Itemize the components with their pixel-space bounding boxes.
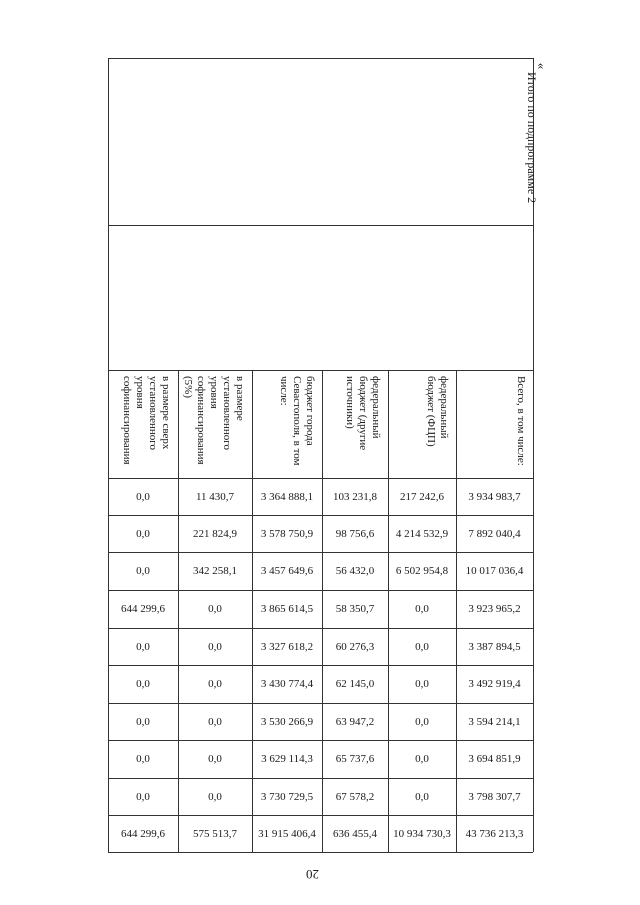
table-cell-value: 65 737,6 [335,753,375,765]
table-cell [178,478,252,515]
table-cell [322,590,388,628]
column-header: Всего, в том числе: [515,376,527,466]
table-cell [178,815,252,852]
table-cell-value: 6 502 954,8 [395,565,449,577]
table-cell-value: 3 629 114,3 [261,753,313,765]
table-cell [322,665,388,703]
table-cell-value: 3 578 750,9 [260,527,314,540]
subprogram-title: Итого по подпрограмме 2 [525,72,539,204]
table-hline-13 [108,852,533,853]
table-cell-value: 0,0 [208,790,222,803]
table-cell [108,815,178,852]
table-cell-value: 0,0 [136,490,150,503]
table-cell-value: 3 327 618,2 [260,640,314,653]
table-cell-value: 0,0 [415,715,429,728]
table-cell-value: 3 530 266,9 [260,715,314,728]
table-cell-value: 3 934 983,7 [468,490,521,503]
table-cell [388,590,456,628]
table-cell-value: 0,0 [136,640,150,653]
table-cell-value: 98 756,6 [335,527,375,540]
table-cell [252,478,322,515]
table-cell-value: 0,0 [415,603,429,615]
table-cell [388,628,456,665]
table-cell [456,478,533,515]
table-cell-value: 0,0 [208,678,222,690]
table-cell [252,590,322,628]
table-cell-value: 575 513,7 [193,827,237,840]
table-cell-value: 644 299,6 [121,827,165,840]
table-cell-value: 3 594 214,1 [468,715,521,728]
table-cell-value: 0,0 [136,753,150,765]
table-cell-value: 3 694 851,9 [468,753,521,765]
table-cell [456,815,533,852]
table-cell-value: 0,0 [208,715,222,728]
table-cell-value: 56 432,0 [335,565,375,577]
table-cell [108,740,178,778]
table-cell-value: 0,0 [415,678,429,690]
table-cell-value: 63 947,2 [335,715,375,728]
table-cell [456,552,533,590]
table-cell [108,628,178,665]
table-cell-value: 3 923 965,2 [468,603,521,615]
table-cell-value: 221 824,9 [193,527,237,540]
table-cell [178,778,252,815]
table-cell [322,778,388,815]
table-cell [322,628,388,665]
table-cell [388,552,456,590]
table-cell [108,665,178,703]
column-header: федеральный бюджет (ФЦП) [425,376,450,447]
table-cell [252,665,322,703]
table-cell [388,703,456,740]
table-cell [178,515,252,552]
table-cell-value: 0,0 [208,753,222,765]
table-cell [108,590,178,628]
table-cell [456,590,533,628]
table-cell-value: 644 299,6 [121,603,165,615]
table-cell-value: 0,0 [136,790,150,803]
table-cell [388,478,456,515]
column-header: бюджет города Севастополя, в том числе: [278,376,316,466]
table-cell-value: 10 017 036,4 [465,565,524,577]
table-cell-value: 3 387 894,5 [468,640,521,653]
table-cell [456,628,533,665]
table-cell-value: 3 364 888,1 [260,490,314,503]
table-cell [252,778,322,815]
table-cell [108,478,178,515]
table-cell [252,703,322,740]
table-cell [178,665,252,703]
table-cell [388,515,456,552]
table-cell [388,740,456,778]
table-cell [322,552,388,590]
table-cell [322,515,388,552]
table-hline-0 [108,58,533,59]
table-cell-value: 342 258,1 [193,565,237,577]
table-cell [178,703,252,740]
table-cell-value: 7 892 040,4 [468,527,521,540]
table-cell [252,552,322,590]
table-cell-value: 0,0 [415,640,429,653]
table-cell-value: 31 915 406,4 [258,827,316,840]
table-cell [108,515,178,552]
table-cell [322,478,388,515]
table-cell-value: 62 145,0 [335,678,375,690]
table-cell-value: 3 730 729,5 [260,790,314,803]
table-cell [456,515,533,552]
table-cell-value: 3 492 919,4 [468,678,521,690]
table-cell [456,740,533,778]
column-header: в размере сверх установленного уровня софинансирования [121,376,172,465]
column-header: в размере установленного уровня софинансирования (5%) [182,376,246,465]
table-hline-2 [108,370,533,371]
page-number: 20 [306,867,319,882]
table-cell-value: 60 276,3 [335,640,375,653]
table-cell-value: 3 798 307,7 [468,790,521,803]
table-cell [178,740,252,778]
table-cell [178,552,252,590]
table-cell [108,703,178,740]
table-hline-1 [108,225,533,226]
table-cell [322,815,388,852]
table-cell [252,515,322,552]
table-cell-value: 4 214 532,9 [395,527,449,540]
table-cell-value: 0,0 [208,603,222,615]
table-cell [252,815,322,852]
table-cell [456,778,533,815]
table-cell-value: 67 578,2 [335,790,375,803]
table-cell [252,628,322,665]
table-cell [456,703,533,740]
table-cell [108,778,178,815]
column-header: федеральный бюджет (другие источники) [344,376,382,451]
table-cell [388,815,456,852]
table-cell-value: 58 350,7 [335,603,375,615]
table-cell [178,628,252,665]
table-cell-value: 0,0 [415,753,429,765]
table-cell-value: 636 455,4 [333,827,377,840]
table-cell-value: 0,0 [136,527,150,540]
table-cell [388,665,456,703]
table-cell-value: 217 242,6 [400,490,444,503]
table-cell [322,703,388,740]
table-cell-value: 0,0 [208,640,222,653]
table-cell-value: 0,0 [136,565,150,577]
table-cell-value: 3 457 649,6 [260,565,314,577]
table-cell [456,665,533,703]
table-cell-value: 10 934 730,3 [393,827,451,840]
table-cell [178,590,252,628]
table-cell-value: 3 865 614,5 [260,603,314,615]
table-cell-value: 43 736 213,3 [465,827,524,840]
quote-mark: « [534,62,550,70]
table-cell-value: 0,0 [136,678,150,690]
table-cell-value: 103 231,8 [333,490,377,503]
table-cell-value: 11 430,7 [195,490,235,503]
table-cell [388,778,456,815]
table-cell [108,552,178,590]
table-cell [322,740,388,778]
table-cell-value: 0,0 [415,790,429,803]
table-cell-value: 3 430 774,4 [260,678,314,690]
table-cell [252,740,322,778]
table-cell-value: 0,0 [136,715,150,728]
